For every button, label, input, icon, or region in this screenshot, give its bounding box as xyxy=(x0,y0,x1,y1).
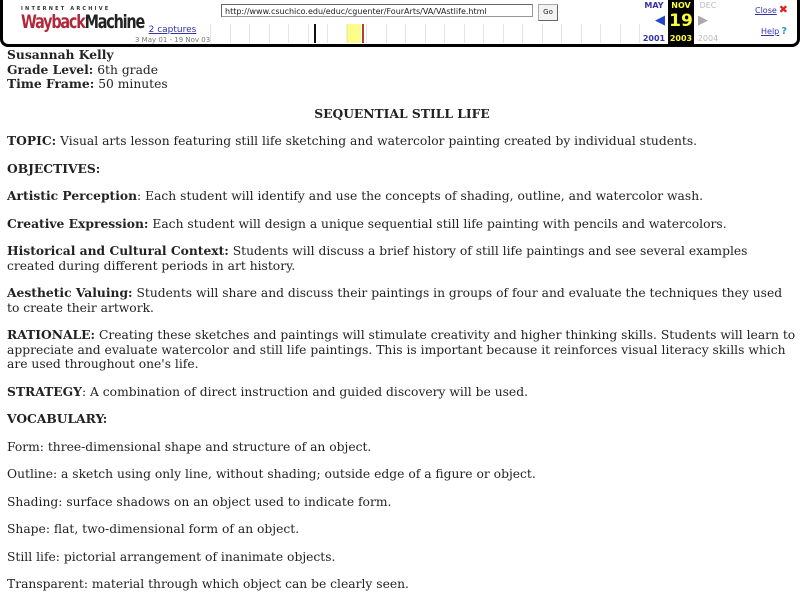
go-button[interactable]: Go xyxy=(538,4,558,21)
captures-link[interactable]: 2 captures xyxy=(148,25,197,35)
captures-range: 3 May 01 - 19 Nov 03 xyxy=(135,36,211,44)
capture-mark-2003[interactable] xyxy=(362,24,364,43)
objective-artistic-perception: Artistic Perception: Each student will identify and use the concepts of shading, outline, and watercolor wash. xyxy=(7,188,704,203)
rationale: RATIONALE: Creating these sketches and paintings will stimulate creativity and higher thinking skills. Students will learn to appreciate and evaluate watercolor and still life paintings. This is important because it reinforces visual literacy skills which are used throughout one's life. xyxy=(7,327,796,371)
objective-creative-expression: Creative Expression: Each student will design a unique sequential still life painting with pencils and watercolors. xyxy=(7,215,727,231)
capture-mark-2001[interactable] xyxy=(314,24,316,43)
close-button[interactable]: Close ✖ xyxy=(755,3,789,16)
grade-level: Grade Level: 6th grade xyxy=(7,61,159,77)
next-arrow-icon: ▶ xyxy=(698,13,708,28)
author-name: Susannah Kelly xyxy=(7,47,114,62)
captures-info xyxy=(135,25,210,45)
vocab-item: Shading: surface shadows on an object used to indicate form. xyxy=(7,494,392,509)
prev-arrow-icon[interactable]: ◀ xyxy=(655,13,665,28)
vocab-item: Form: three-dimensional shape and structure of an object. xyxy=(7,439,372,454)
objectives-heading: OBJECTIVES: xyxy=(7,160,101,176)
current-capture: NOV 19 2003 xyxy=(669,1,693,43)
next-capture: DEC ▶ 2004 xyxy=(695,0,721,44)
help-button[interactable]: Help ? xyxy=(761,26,788,37)
capture-sparkline[interactable] xyxy=(208,24,643,43)
vocabulary-heading: VOCABULARY: xyxy=(7,411,108,426)
vocab-item: Outline: a sketch using only line, without shading; outside edge of a figure or object. xyxy=(7,467,536,481)
wayback-logo[interactable] xyxy=(21,6,145,33)
url-input[interactable]: http://www.csuchico.edu/educ/cguenter/FourArts/VA/VAstlife.html xyxy=(221,4,533,17)
wayback-machine-wordmark: WaybackMachine xyxy=(21,10,145,33)
objective-aesthetic-valuing: Aesthetic Valuing: Students will share and discuss their paintings in groups of four and evaluate the techniques they used to create their artwork. xyxy=(7,285,783,315)
close-icon[interactable]: ✖ xyxy=(778,3,789,16)
lesson-document xyxy=(7,48,797,592)
strategy: STRATEGY: A combination of direct instruction and guided discovery will be used. xyxy=(7,383,528,399)
prev-capture[interactable]: MAY ◀ 2001 xyxy=(642,1,666,43)
vocab-item: Transparent: material through which object can be clearly seen. xyxy=(7,577,409,591)
wayback-toolbar xyxy=(0,0,800,47)
time-frame: Time Frame: 50 minutes xyxy=(7,76,168,91)
help-icon[interactable]: ? xyxy=(781,26,788,37)
internet-archive-label: INTERNET ARCHIVE xyxy=(21,6,111,12)
objective-historical-context: Historical and Cultural Context: Students will discuss a brief history of still life paintings and see several examples created during different periods in art history. xyxy=(7,243,748,273)
topic: TOPIC: Visual arts lesson featuring still life sketching and watercolor painting created by individual students. xyxy=(7,133,698,148)
current-day: 19 xyxy=(669,11,693,31)
vocab-item: Shape: flat, two-dimensional form of an object. xyxy=(7,522,300,536)
page-title: SEQUENTIAL STILL LIFE xyxy=(314,105,490,121)
capture-calendar xyxy=(641,0,751,44)
vocab-item: Still life: pictorial arrangement of inanimate objects. xyxy=(7,549,336,564)
highlight-year-2003 xyxy=(346,24,361,43)
